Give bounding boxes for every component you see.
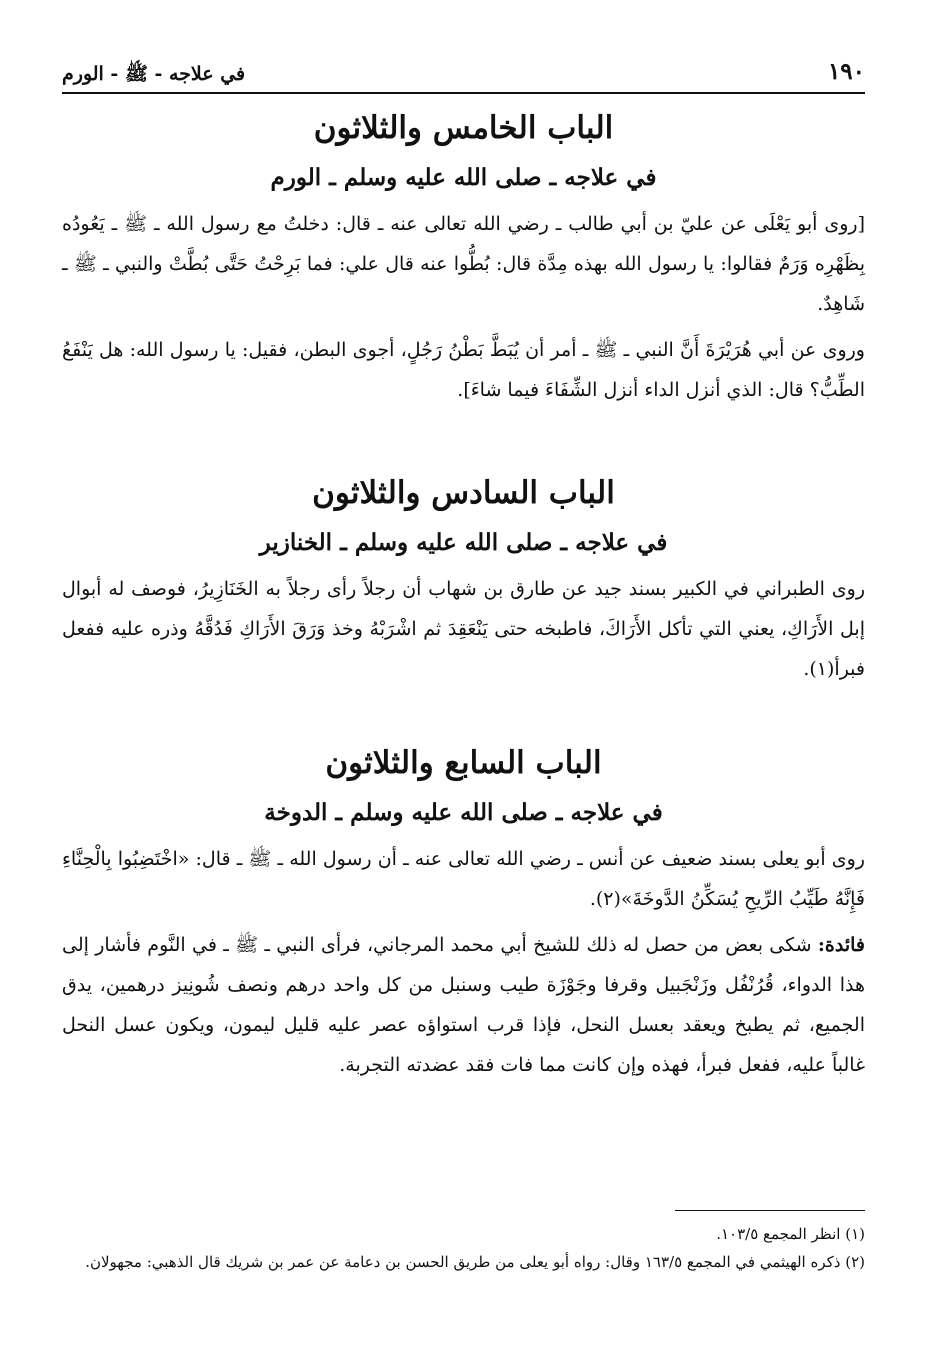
chapter-36 <box>62 465 865 689</box>
chapter-title: الباب السابع والثلاثون <box>325 745 602 781</box>
chapter-37 <box>62 735 865 1085</box>
page-number: ١٩٠ <box>827 58 865 85</box>
footnote: (١) انظر المجمع ١٠٣/٥. <box>716 1225 865 1243</box>
benefit-label: فائدة: <box>817 934 865 956</box>
page-content <box>62 100 865 1076</box>
page-header <box>62 56 865 94</box>
benefit-text: شكى بعض من حصل له ذلك للشيخ أبي محمد المرجاني، فرأى النبي ـ ﷺ ـ في النَّوم فأشار إلى هذا الدواء، قُرُنْفُل وزَنْجَبيل وقرفا وجَوْزَة طيب وسنبل من كل واحد درهم ونصف شُونِيز درهمين، يدق الجميع، ثم يطبخ ويعقد بعسل النحل، فإذا قرب استواؤه عصر عليه قليل ليمون، ويكون عسل النحل غالباً عليه، ففعل فبرأ، فهذه وإن كانت مما فات فقد عضدته التجربة. <box>62 934 865 1076</box>
chapter-title: الباب الخامس والثلاثون <box>313 110 614 146</box>
chapter-subtitle: في علاجه ـ صلى الله عليه وسلم ـ الدوخة <box>264 799 663 826</box>
chapter-35 <box>62 100 865 410</box>
footnote: (٢) ذكره الهيثمي في المجمع ١٦٣/٥ وقال: رواه أبو يعلى من طريق الحسن بن دعامة عن عمر بن شريك قال الذهبي: مجهولان. <box>85 1253 865 1271</box>
benefit-paragraph <box>62 925 865 1085</box>
chapter-subtitle: في علاجه ـ صلى الله عليه وسلم ـ الخنازير <box>259 529 668 556</box>
paragraph: روى الطبراني في الكبير بسند جيد عن طارق بن شهاب أن رجلاً رأى رجلاً به الخَنَازِيرُ، فوصف له أبوال إبل الأَرَاكِ، يعني التي تأكل الأَرَاكَ، فاطبخه حتى يَنْعَقِدَ ثم اشْرَبْهُ وخذ وَرَقَ الأَرَاكِ فَدُقَّهُ وذره عليه ففعل فبرأ(١). <box>62 578 865 680</box>
footnotes <box>62 1220 865 1276</box>
paragraph: روى أبو يعلى بسند ضعيف عن أنس ـ رضي الله تعالى عنه ـ أن رسول الله ـ ﷺ ـ قال: «اخْتَضِبُوا بِالْحِنَّاءِ فَإِنَّهُ طَيِّبُ الرِّيحِ يُسَكِّنُ الدَّوخَةَ»(٢). <box>62 848 865 910</box>
running-title: في علاجه - ﷺ - الورم <box>62 63 246 85</box>
chapter-title: الباب السادس والثلاثون <box>312 475 615 511</box>
paragraph: وروى عن أبي هُرَيْرَةَ أَنَّ النبي ـ ﷺ ـ أمر أن يُبَطَّ بَطْنُ رَجُلٍ، أجوى البطن، فقيل: يا رسول الله: هل يَنْفَعُ الطِّبُّ؟ قال: الذي أنزل الداء أنزل الشِّفَاءَ فيما شاءَ]. <box>62 339 865 401</box>
chapter-subtitle: في علاجه ـ صلى الله عليه وسلم ـ الورم <box>270 164 657 191</box>
paragraph: [روى أبو يَعْلَى عن عليّ بن أبي طالب ـ رضي الله تعالى عنه ـ قال: دخلتُ مع رسول الله ـ ﷺ ـ يَعُودُه بِظَهْرِه وَرَمٌ فقالوا: يا رسول الله بهذه مِدَّة قال: بُطُّوا عنه قال علي: فما بَرِحْتُ حَتَّى بُطَّتْ والنبي ـ ﷺ ـ شَاهِدٌ. <box>62 213 865 315</box>
footnote-divider <box>675 1210 865 1211</box>
